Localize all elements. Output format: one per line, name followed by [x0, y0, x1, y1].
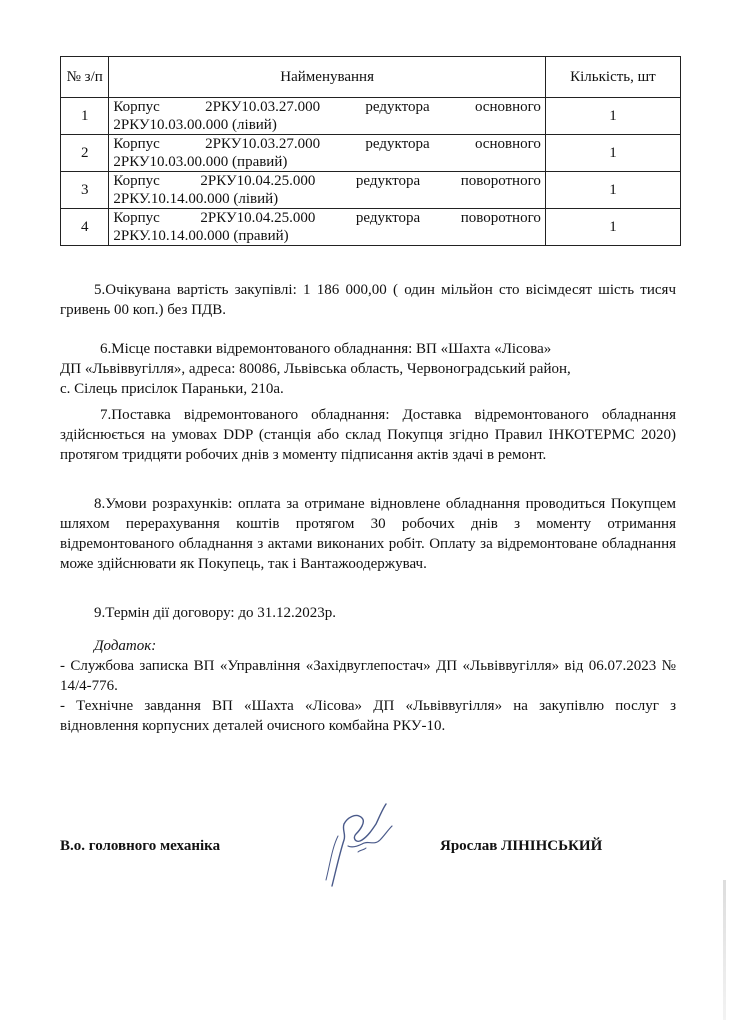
- header-qty: Кількість, шт: [545, 57, 680, 98]
- paragraph-6: [60, 339, 676, 399]
- attachment-section: [60, 636, 676, 736]
- name-word: Корпус: [113, 136, 160, 152]
- name-word: 2РКУ10.04.25.000: [200, 210, 316, 226]
- table-row: [61, 98, 681, 135]
- name-word: редуктора: [355, 173, 421, 189]
- attachment-item-1: - Службова записка ВП «Управління «Західвуглепостач» ДП «Львіввугілля» від 06.07.2023 № 14/4-776.: [60, 658, 676, 694]
- attachment-item-2: - Технічне завдання ВП «Шахта «Лісова» ДП «Львіввугілля» на закупівлю послуг з відновлення корпусних деталей очисного комбайна РКУ-10.: [60, 698, 676, 734]
- table-row: [61, 209, 681, 246]
- name-word: 2РКУ10.03.27.000: [205, 99, 321, 115]
- paragraph-6-line1: 6.Місце поставки відремонтованого обладнання: ВП «Шахта «Лісова»: [100, 341, 552, 357]
- name-word: 2РКУ10.03.27.000: [205, 136, 321, 152]
- paragraph-7: [60, 405, 676, 465]
- paragraph-8-text: 8.Умови розрахунків: оплата за отримане відновлене обладнання проводиться Покупцем шляхом перерахування коштів протягом 30 робочих днів з моменту отримання відремонтованого обладнання з актами виконаних робіт. Оплату за відремонтоване обладнання може здійснювати як Покупець, так і Вантажоодержувач.: [60, 496, 676, 572]
- handwritten-signature: [322, 800, 412, 890]
- name-line2: 2РКУ.10.14.00.000 (правий): [113, 228, 289, 244]
- header-num: № з/п: [61, 57, 109, 98]
- row-qty: 1: [545, 135, 680, 172]
- paragraph-9-text: 9.Термін дії договору: до 31.12.2023р.: [94, 605, 336, 621]
- row-name: [109, 209, 546, 246]
- table-row: [61, 172, 681, 209]
- name-word: основного: [474, 136, 541, 152]
- row-num: 4: [61, 209, 109, 246]
- name-word: поворотного: [460, 210, 541, 226]
- attachment-title: Додаток:: [94, 638, 157, 654]
- row-num: 3: [61, 172, 109, 209]
- paragraph-5: [60, 280, 676, 320]
- name-line2: 2РКУ10.03.00.000 (правий): [113, 154, 288, 170]
- name-word: поворотного: [460, 173, 541, 189]
- row-qty: 1: [545, 98, 680, 135]
- row-qty: 1: [545, 209, 680, 246]
- items-table: [60, 56, 681, 246]
- name-word: Корпус: [113, 173, 160, 189]
- row-name: [109, 135, 546, 172]
- scan-edge-shadow: [723, 880, 726, 1020]
- paragraph-5-text: 5.Очікувана вартість закупівлі: 1 186 000,00 ( один мільйон сто вісімдесят шість тисяч гривень 00 коп.) без ПДВ.: [60, 282, 676, 318]
- paragraph-6-line3: с. Сілець присілок Параньки, 210а.: [60, 381, 284, 397]
- name-word: редуктора: [365, 99, 430, 115]
- row-name: [109, 172, 546, 209]
- name-word: Корпус: [113, 210, 160, 226]
- row-name: [109, 98, 546, 135]
- signatory-name: Ярослав ЛІНІНСЬКИЙ: [440, 838, 603, 854]
- name-word: редуктора: [355, 210, 421, 226]
- row-qty: 1: [545, 172, 680, 209]
- name-word: Корпус: [113, 99, 160, 115]
- name-word: редуктора: [365, 136, 430, 152]
- row-num: 1: [61, 98, 109, 135]
- paragraph-6-line2: ДП «Львіввугілля», адреса: 80086, Львівська область, Червоноградський район,: [60, 361, 571, 377]
- table-header-row: [61, 57, 681, 98]
- header-name: Найменування: [109, 57, 546, 98]
- paragraph-7-text: 7.Поставка відремонтованого обладнання: Доставка відремонтованого обладнання здійснюється на умовах DDP (станція або склад Покупця згідно Правил ІНКОТЕРМС 2020) протягом тридцяти робочих днів з моменту підписання актів здачі в ремонт.: [60, 407, 676, 463]
- name-word: основного: [474, 99, 541, 115]
- paragraph-9: [60, 603, 676, 623]
- signatory-position: В.о. головного механіка: [60, 838, 221, 854]
- name-line2: 2РКУ10.03.00.000 (лівий): [113, 117, 277, 133]
- name-word: 2РКУ10.04.25.000: [200, 173, 316, 189]
- name-line2: 2РКУ.10.14.00.000 (лівий): [113, 191, 279, 207]
- table-row: [61, 135, 681, 172]
- paragraph-8: [60, 494, 676, 574]
- row-num: 2: [61, 135, 109, 172]
